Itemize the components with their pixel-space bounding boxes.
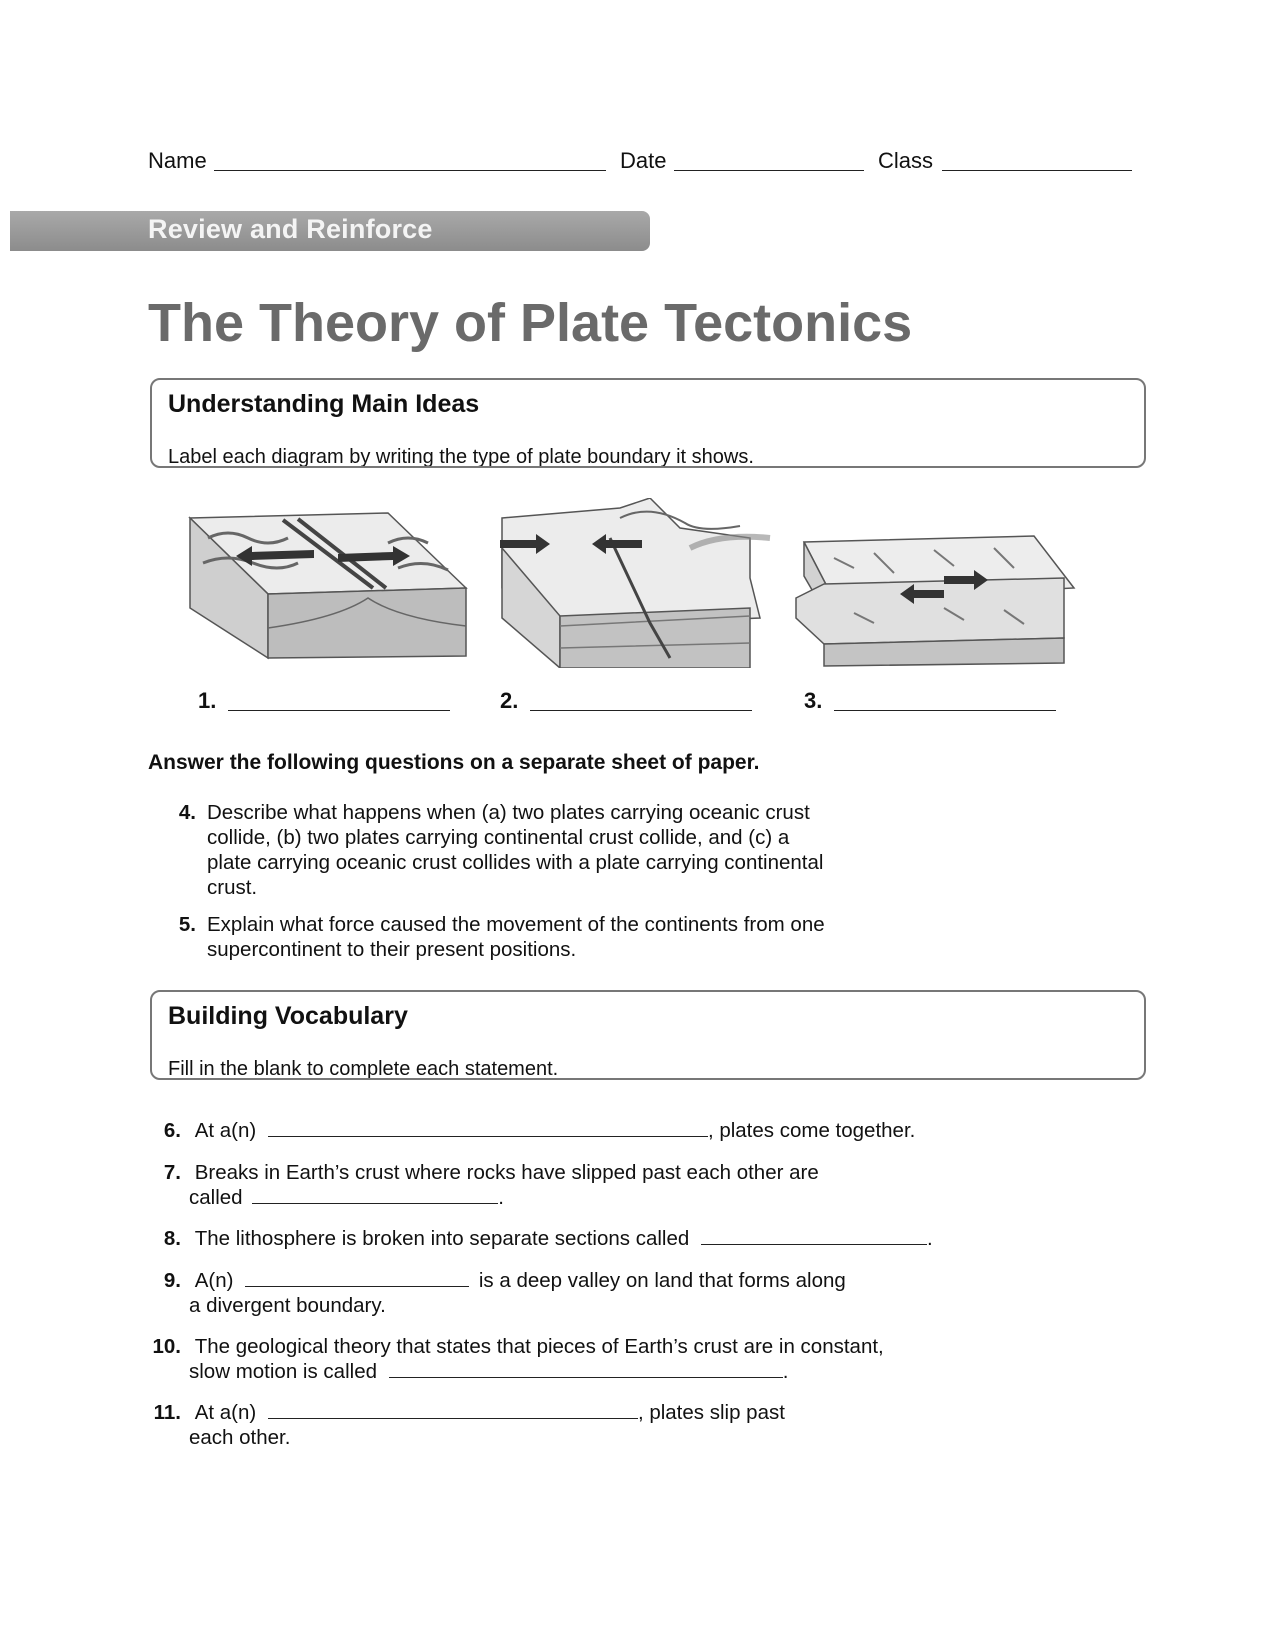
page-title: The Theory of Plate Tectonics	[148, 293, 913, 353]
vocab-8-period: .	[926, 1227, 933, 1250]
vocab-9-line2: a divergent boundary.	[189, 1294, 386, 1317]
vocab-10-line1: The geological theory that states that pieces of Earth’s crust are in constant,	[194, 1335, 884, 1358]
question-4	[172, 800, 872, 900]
section-main-ideas-title: Understanding Main Ideas	[168, 390, 480, 418]
vocab-question-7	[150, 1160, 1150, 1210]
diagram-label-2: 2.	[500, 688, 519, 713]
vocab-6-blank[interactable]	[268, 1118, 708, 1137]
vocab-11-text: At a(n)	[194, 1401, 257, 1424]
section-main-ideas	[150, 378, 1146, 468]
vocab-10-blank[interactable]	[389, 1359, 783, 1378]
vocab-question-10	[150, 1334, 1150, 1384]
vocab-9-number: 9.	[163, 1269, 181, 1292]
question-4-line: collide, (b) two plates carrying continental crust collide, and (c) a	[207, 826, 790, 849]
vocab-11-number: 11.	[153, 1401, 181, 1424]
section-building-vocabulary	[150, 990, 1146, 1080]
vocab-8-number: 8.	[163, 1227, 181, 1250]
question-5-line: supercontinent to their present positions.	[207, 938, 577, 961]
diagram-answer-3[interactable]	[834, 710, 1056, 711]
question-5	[172, 912, 872, 962]
vocab-11-text-after: , plates slip past	[637, 1401, 785, 1424]
vocab-9-text: A(n)	[194, 1269, 234, 1292]
section-vocabulary-title: Building Vocabulary	[168, 1002, 408, 1030]
question-5-line: Explain what force caused the movement of the continents from one	[207, 913, 825, 936]
vocab-question-8	[150, 1226, 1150, 1251]
banner-text: Review and Reinforce	[148, 214, 433, 244]
class-field[interactable]	[942, 170, 1132, 171]
diagram-divergent-boundary	[188, 508, 478, 668]
vocab-question-9	[150, 1268, 1150, 1318]
vocab-6-text-after: , plates come together.	[707, 1119, 916, 1142]
vocab-7-period: .	[498, 1186, 504, 1209]
vocab-11-blank[interactable]	[268, 1400, 638, 1419]
vocab-8-text: The lithosphere is broken into separate sections called	[194, 1227, 690, 1250]
vocab-10-number: 10.	[152, 1335, 181, 1358]
vocab-11-line2: each other.	[189, 1426, 291, 1449]
diagram-label-1: 1.	[198, 688, 217, 713]
diagram-label-3: 3.	[804, 688, 823, 713]
date-label: Date	[620, 148, 667, 173]
diagram-answer-1[interactable]	[228, 710, 450, 711]
section-main-ideas-instruction: Label each diagram by writing the type of plate boundary it shows.	[168, 446, 754, 468]
vocab-10-period: .	[782, 1360, 789, 1383]
question-4-number: 4.	[178, 801, 196, 824]
vocab-9-text-after: is a deep valley on land that forms along	[478, 1269, 846, 1292]
vocab-question-6	[150, 1118, 1150, 1143]
diagram-convergent-boundary	[500, 498, 780, 668]
question-4-line: crust.	[207, 876, 258, 899]
question-4-line: Describe what happens when (a) two plates carrying oceanic crust	[207, 801, 810, 824]
vocab-7-line1: Breaks in Earth’s crust where rocks have slipped past each other are	[194, 1161, 819, 1184]
answer-instruction: Answer the following questions on a separate sheet of paper.	[148, 751, 760, 774]
name-label: Name	[148, 148, 207, 173]
vocab-10-line2: slow motion is called	[189, 1360, 377, 1383]
vocab-7-line2: called	[189, 1186, 243, 1209]
vocab-7-blank[interactable]	[252, 1185, 498, 1204]
vocab-8-blank[interactable]	[701, 1226, 927, 1245]
class-label: Class	[878, 148, 934, 173]
vocab-question-11	[150, 1400, 1150, 1450]
vocab-6-number: 6.	[163, 1119, 181, 1142]
question-4-line: plate carrying oceanic crust collides with a plate carrying continental	[207, 851, 824, 874]
name-field[interactable]	[214, 170, 606, 171]
section-vocabulary-instruction: Fill in the blank to complete each statement.	[168, 1058, 559, 1080]
date-field[interactable]	[674, 170, 864, 171]
vocab-7-number: 7.	[163, 1161, 181, 1184]
question-5-number: 5.	[178, 913, 196, 936]
diagram-transform-boundary	[794, 528, 1084, 668]
vocab-6-text: At a(n)	[194, 1119, 257, 1142]
diagram-answer-2[interactable]	[530, 710, 752, 711]
vocab-9-blank[interactable]	[245, 1268, 469, 1287]
